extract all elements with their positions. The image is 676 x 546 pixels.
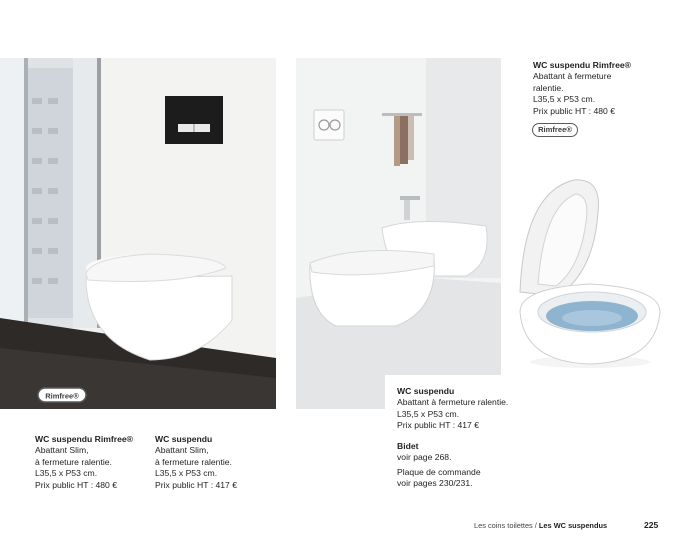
product-dimensions: L35,5 x P53 cm. [397, 408, 460, 419]
product-line: Abattant Slim, [35, 445, 89, 456]
page-reference: voir page 268. [397, 452, 452, 463]
rimfree-badge-left: Rimfree® [45, 391, 79, 401]
product-price: Prix public HT : 417 € [397, 420, 479, 431]
product-line: à fermeture ralentie. [155, 456, 232, 467]
photo-wc-bidet [296, 58, 501, 409]
product-description-rimfree-left [35, 434, 133, 491]
product-line: Abattant à fermeture [533, 71, 612, 82]
photo-wc-rimfree-slim [0, 58, 276, 409]
product-title: WC suspendu [397, 386, 455, 396]
product-description-wc-middle [397, 386, 508, 432]
product-description-wc-left [155, 434, 237, 491]
photo-wc-rimfree-open-lid [510, 172, 670, 372]
page-footer [474, 521, 607, 530]
product-line: Plaque de commande [397, 467, 481, 477]
product-description-plaque [397, 467, 481, 490]
footer-chapter: Les WC suspendus [538, 521, 608, 530]
product-price: Prix public HT : 480 € [35, 479, 117, 490]
product-dimensions: L35,5 x P53 cm. [155, 468, 218, 479]
product-price: Prix public HT : 480 € [533, 105, 615, 116]
page-number: 225 [644, 520, 659, 530]
product-line: Abattant Slim, [155, 445, 209, 456]
product-line: ralentie. [533, 82, 564, 93]
footer-section: Les coins toilettes / [474, 521, 539, 530]
product-price: Prix public HT : 417 € [155, 479, 237, 490]
product-line: Abattant à fermeture ralentie. [397, 397, 509, 408]
rimfree-badge-right: Rimfree® [532, 123, 578, 137]
product-dimensions: L35,5 x P53 cm. [35, 468, 98, 479]
product-description-rimfree-right [533, 60, 631, 117]
product-line: à fermeture ralentie. [35, 456, 112, 467]
product-title: WC suspendu [155, 434, 213, 444]
product-title: WC suspendu Rimfree® [35, 434, 134, 444]
page-reference: voir pages 230/231. [397, 478, 473, 489]
product-dimensions: L35,5 x P53 cm. [533, 94, 596, 105]
product-description-bidet [397, 441, 451, 464]
product-title: WC suspendu Rimfree® [533, 60, 632, 70]
product-title: Bidet [397, 441, 419, 451]
